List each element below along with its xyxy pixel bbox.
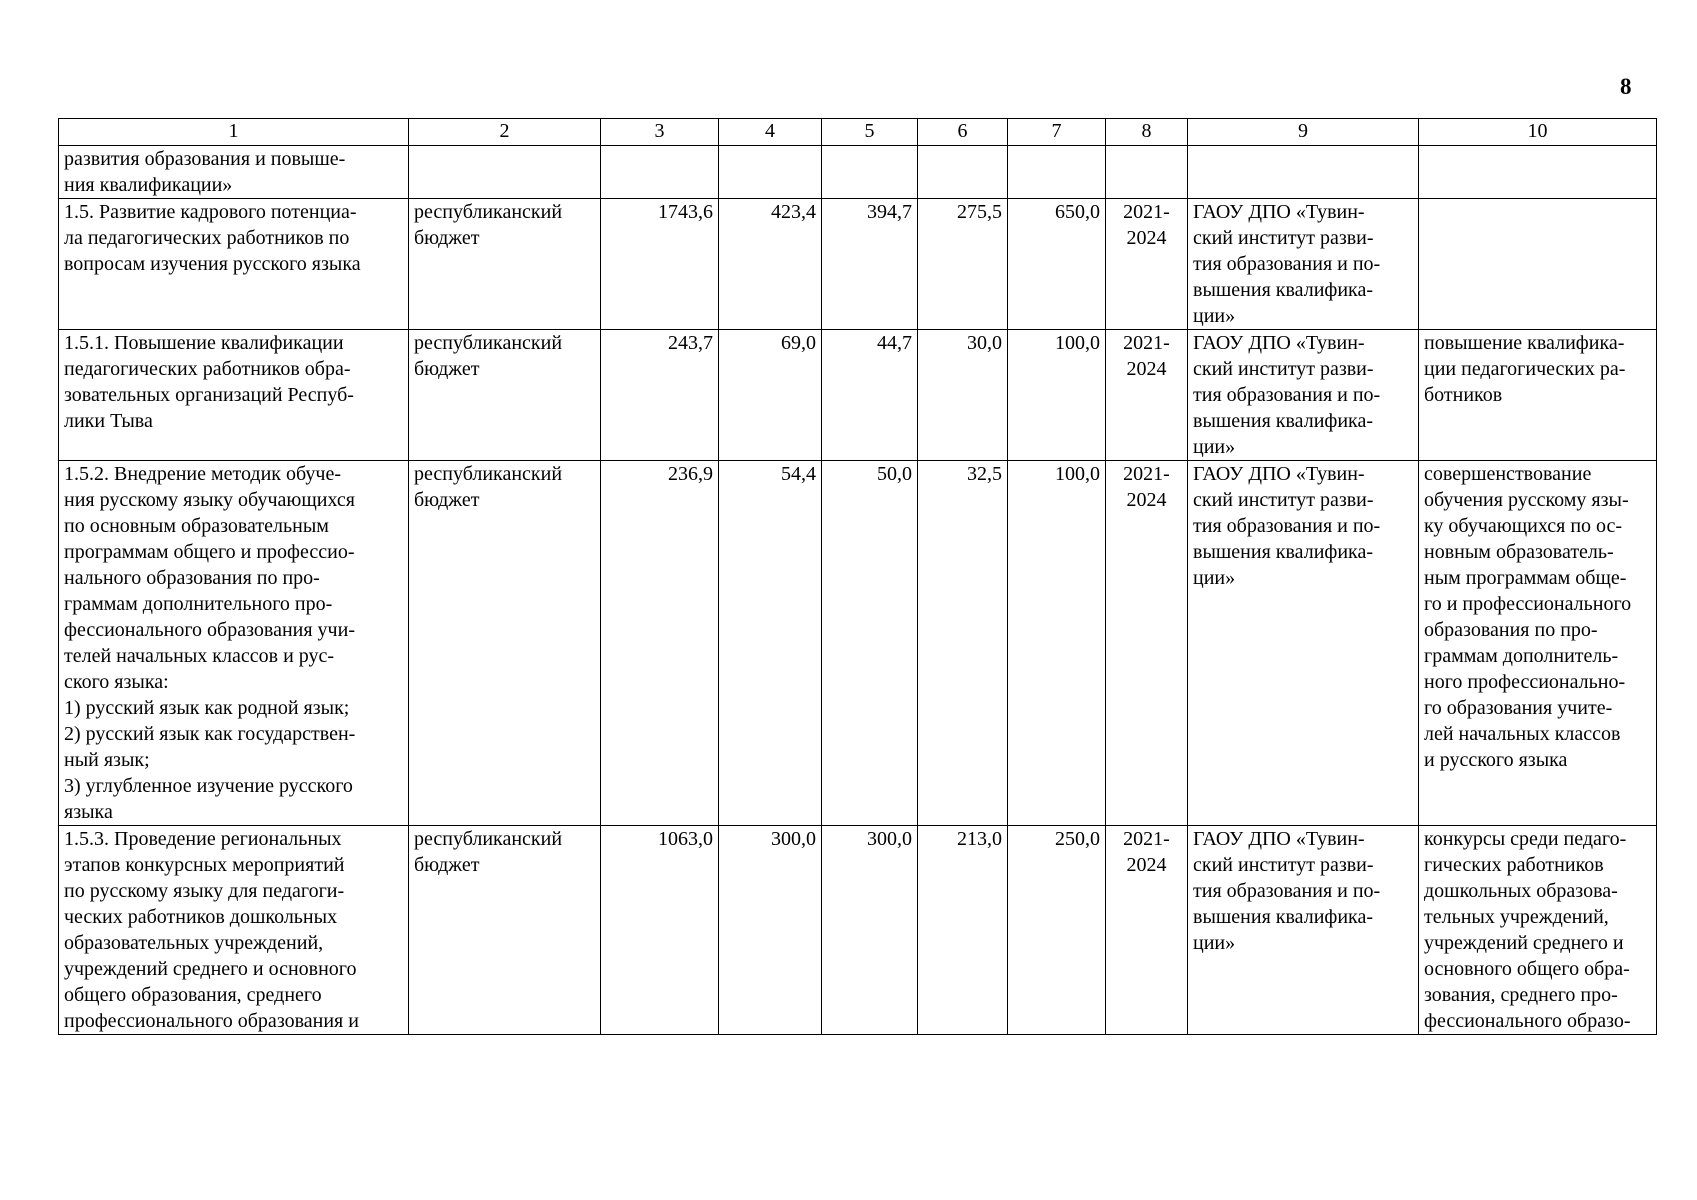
period-cell-line: 2024 bbox=[1126, 358, 1167, 380]
expected-result-cell-line: образования по про- bbox=[1424, 619, 1598, 641]
activity-name-cell-line: телей начальных классов и рус- bbox=[64, 645, 335, 667]
activity-name-cell-line: программам общего и профессио- bbox=[64, 541, 355, 563]
expected-result-cell-line: го и профессионального bbox=[1424, 593, 1632, 615]
funding-source-cell-line: бюджет bbox=[414, 854, 480, 876]
activity-name-cell bbox=[59, 146, 409, 199]
funding-source-cell bbox=[409, 146, 601, 199]
executor-cell bbox=[1188, 199, 1419, 330]
executor-cell-line: вышения квалифика- bbox=[1193, 279, 1374, 301]
executor-cell-line: вышения квалифика- bbox=[1193, 410, 1374, 432]
amount-2021-cell: 423,4 bbox=[719, 199, 822, 330]
activity-name-cell-line: по основным образовательным bbox=[64, 515, 329, 537]
expected-result-cell-line: ного профессионально- bbox=[1424, 671, 1626, 693]
activity-name-cell-line: ния русскому языку обучающихся bbox=[64, 489, 355, 511]
executor-cell-line: тия образования и по- bbox=[1193, 880, 1381, 902]
funding-source-cell bbox=[409, 826, 601, 1035]
funding-source-cell-line: бюджет bbox=[414, 358, 480, 380]
table-row bbox=[59, 461, 1657, 826]
total-amount-cell: 1063,0 bbox=[601, 826, 719, 1035]
activity-name-cell-line: 1.5.1. Повышение квалификации bbox=[64, 332, 344, 354]
executor-cell bbox=[1188, 826, 1419, 1035]
executor-cell-line: тия образования и по- bbox=[1193, 515, 1381, 537]
expected-result-cell-line: дошкольных образова- bbox=[1424, 880, 1618, 902]
activity-name-cell-line: ния квалификации» bbox=[64, 174, 233, 196]
amount-2021-cell: 300,0 bbox=[719, 826, 822, 1035]
activity-name-cell-line: граммам дополнительного про- bbox=[64, 593, 333, 615]
amount-2023-cell: 275,5 bbox=[918, 199, 1008, 330]
amount-2024-cell bbox=[1008, 146, 1106, 199]
amount-2022-cell: 50,0 bbox=[822, 461, 918, 826]
amount-2023-cell bbox=[918, 146, 1008, 199]
expected-result-cell-line: ции педагогических ра- bbox=[1424, 358, 1626, 380]
expected-result-cell bbox=[1419, 146, 1657, 199]
period-cell bbox=[1106, 826, 1188, 1035]
executor-cell-line: ГАОУ ДПО «Тувин- bbox=[1193, 332, 1365, 354]
funding-source-cell-line: республиканский bbox=[414, 828, 563, 850]
activity-name-cell-line: профессионального образования и bbox=[64, 1010, 359, 1032]
activity-name-cell-line: 1.5. Развитие кадрового потенциа- bbox=[64, 201, 357, 223]
activity-name-cell-line: нального образования по про- bbox=[64, 567, 320, 589]
header-cell: 10 bbox=[1419, 119, 1657, 146]
expected-result-cell-line: ботников bbox=[1424, 384, 1503, 406]
expected-result-cell bbox=[1419, 461, 1657, 826]
amount-2023-cell: 213,0 bbox=[918, 826, 1008, 1035]
funding-source-cell-line: республиканский bbox=[414, 463, 563, 485]
activity-name-cell-line: ского языка: bbox=[64, 671, 169, 693]
activity-name-cell-line: по русскому языку для педагоги- bbox=[64, 880, 345, 902]
expected-result-cell-line: повышение квалифика- bbox=[1424, 332, 1625, 354]
header-cell: 2 bbox=[409, 119, 601, 146]
period-cell-line: 2021- bbox=[1123, 332, 1170, 354]
period-cell-line: 2024 bbox=[1126, 489, 1167, 511]
program-table bbox=[58, 118, 1657, 1035]
amount-2024-cell: 250,0 bbox=[1008, 826, 1106, 1035]
executor-cell-line: тия образования и по- bbox=[1193, 253, 1381, 275]
period-cell-line: 2021- bbox=[1123, 828, 1170, 850]
activity-name-cell-line: ный язык; bbox=[64, 749, 150, 771]
funding-source-cell bbox=[409, 199, 601, 330]
executor-cell bbox=[1188, 330, 1419, 461]
funding-source-cell bbox=[409, 330, 601, 461]
executor-cell-line: тия образования и по- bbox=[1193, 384, 1381, 406]
expected-result-cell-line: основного общего обра- bbox=[1424, 958, 1630, 980]
expected-result-cell-line: совершенствование bbox=[1424, 463, 1592, 485]
total-amount-cell: 1743,6 bbox=[601, 199, 719, 330]
executor-cell-line: вышения квалифика- bbox=[1193, 906, 1374, 928]
amount-2024-cell: 650,0 bbox=[1008, 199, 1106, 330]
period-cell bbox=[1106, 461, 1188, 826]
activity-name-cell-line: общего образования, среднего bbox=[64, 984, 322, 1006]
activity-name-cell-line: этапов конкурсных мероприятий bbox=[64, 854, 345, 876]
total-amount-cell bbox=[601, 146, 719, 199]
activity-name-cell-line: педагогических работников обра- bbox=[64, 358, 351, 380]
activity-name-cell-line: вопросам изучения русского языка bbox=[64, 253, 361, 275]
period-cell bbox=[1106, 199, 1188, 330]
expected-result-cell bbox=[1419, 826, 1657, 1035]
header-row bbox=[59, 119, 1657, 146]
expected-result-cell-line: обучения русскому язы- bbox=[1424, 489, 1629, 511]
table-row bbox=[59, 199, 1657, 330]
period-cell bbox=[1106, 330, 1188, 461]
amount-2023-cell: 32,5 bbox=[918, 461, 1008, 826]
table-row bbox=[59, 826, 1657, 1035]
executor-cell-line: ГАОУ ДПО «Тувин- bbox=[1193, 201, 1365, 223]
activity-name-cell-line: ла педагогических работников по bbox=[64, 227, 350, 249]
expected-result-cell bbox=[1419, 199, 1657, 330]
period-cell-line: 2021- bbox=[1123, 201, 1170, 223]
activity-name-cell-line: 1.5.3. Проведение региональных bbox=[64, 828, 342, 850]
expected-result-cell-line: зования, среднего про- bbox=[1424, 984, 1618, 1006]
expected-result-cell-line: граммам дополнитель- bbox=[1424, 645, 1619, 667]
activity-name-cell-line: ческих работников дошкольных bbox=[64, 906, 338, 928]
period-cell-line: 2024 bbox=[1126, 227, 1167, 249]
amount-2022-cell bbox=[822, 146, 918, 199]
activity-name-cell-line: учреждений среднего и основного bbox=[64, 958, 357, 980]
funding-source-cell-line: республиканский bbox=[414, 201, 563, 223]
header-cell: 1 bbox=[59, 119, 409, 146]
amount-2022-cell: 394,7 bbox=[822, 199, 918, 330]
executor-cell-line: ции» bbox=[1193, 436, 1236, 458]
expected-result-cell-line: гических работников bbox=[1424, 854, 1604, 876]
executor-cell-line: ский институт разви- bbox=[1193, 854, 1374, 876]
executor-cell-line: ции» bbox=[1193, 305, 1236, 327]
expected-result-cell-line: новным образователь- bbox=[1424, 541, 1614, 563]
amount-2024-cell: 100,0 bbox=[1008, 330, 1106, 461]
header-cell: 5 bbox=[822, 119, 918, 146]
expected-result-cell-line: ным программам обще- bbox=[1424, 567, 1627, 589]
activity-name-cell-line: 1) русский язык как родной язык; bbox=[64, 697, 350, 719]
header-cell: 4 bbox=[719, 119, 822, 146]
amount-2022-cell: 300,0 bbox=[822, 826, 918, 1035]
executor-cell-line: ский институт разви- bbox=[1193, 227, 1374, 249]
amount-2024-cell: 100,0 bbox=[1008, 461, 1106, 826]
period-cell-line: 2021- bbox=[1123, 463, 1170, 485]
executor-cell-line: ции» bbox=[1193, 932, 1236, 954]
amount-2021-cell: 54,4 bbox=[719, 461, 822, 826]
executor-cell-line: вышения квалифика- bbox=[1193, 541, 1374, 563]
activity-name-cell-line: языка bbox=[64, 801, 113, 823]
expected-result-cell-line: тельных учреждений, bbox=[1424, 906, 1609, 928]
funding-source-cell-line: бюджет bbox=[414, 227, 480, 249]
activity-name-cell bbox=[59, 826, 409, 1035]
activity-name-cell-line: развития образования и повыше- bbox=[64, 148, 346, 170]
activity-name-cell-line: лики Тыва bbox=[64, 410, 153, 432]
executor-cell bbox=[1188, 461, 1419, 826]
expected-result-cell-line: лей начальных классов bbox=[1424, 723, 1621, 745]
activity-name-cell-line: 1.5.2. Внедрение методик обуче- bbox=[64, 463, 342, 485]
expected-result-cell-line: учреждений среднего и bbox=[1424, 932, 1624, 954]
table-row bbox=[59, 330, 1657, 461]
period-cell-line: 2024 bbox=[1126, 854, 1167, 876]
header-cell: 6 bbox=[918, 119, 1008, 146]
activity-name-cell bbox=[59, 461, 409, 826]
header-cell: 8 bbox=[1106, 119, 1188, 146]
executor-cell-line: ский институт разви- bbox=[1193, 489, 1374, 511]
executor-cell-line: ГАОУ ДПО «Тувин- bbox=[1193, 463, 1365, 485]
expected-result-cell-line: и русского языка bbox=[1424, 749, 1568, 771]
amount-2021-cell bbox=[719, 146, 822, 199]
activity-name-cell bbox=[59, 199, 409, 330]
executor-cell-line: ции» bbox=[1193, 567, 1236, 589]
executor-cell bbox=[1188, 146, 1419, 199]
total-amount-cell: 243,7 bbox=[601, 330, 719, 461]
page-number: 8 bbox=[1620, 74, 1632, 99]
activity-name-cell-line: 3) углубленное изучение русского bbox=[64, 775, 353, 797]
amount-2023-cell: 30,0 bbox=[918, 330, 1008, 461]
table-row bbox=[59, 146, 1657, 199]
activity-name-cell-line: фессионального образования учи- bbox=[64, 619, 355, 641]
amount-2021-cell: 69,0 bbox=[719, 330, 822, 461]
expected-result-cell-line: фессионального образо- bbox=[1424, 1010, 1631, 1032]
activity-name-cell-line: зовательных организаций Респуб- bbox=[64, 384, 354, 406]
expected-result-cell-line: конкурсы среди педаго- bbox=[1424, 828, 1627, 850]
amount-2022-cell: 44,7 bbox=[822, 330, 918, 461]
funding-source-cell-line: республиканский bbox=[414, 332, 563, 354]
header-cell: 9 bbox=[1188, 119, 1419, 146]
period-cell bbox=[1106, 146, 1188, 199]
funding-source-cell bbox=[409, 461, 601, 826]
executor-cell-line: ГАОУ ДПО «Тувин- bbox=[1193, 828, 1365, 850]
expected-result-cell-line: ку обучающихся по ос- bbox=[1424, 515, 1623, 537]
total-amount-cell: 236,9 bbox=[601, 461, 719, 826]
header-cell: 7 bbox=[1008, 119, 1106, 146]
expected-result-cell-line: го образования учите- bbox=[1424, 697, 1613, 719]
activity-name-cell-line: образовательных учреждений, bbox=[64, 932, 324, 954]
expected-result-cell bbox=[1419, 330, 1657, 461]
header-cell: 3 bbox=[601, 119, 719, 146]
activity-name-cell-line: 2) русский язык как государствен- bbox=[64, 723, 356, 745]
activity-name-cell bbox=[59, 330, 409, 461]
funding-source-cell-line: бюджет bbox=[414, 489, 480, 511]
executor-cell-line: ский институт разви- bbox=[1193, 358, 1374, 380]
